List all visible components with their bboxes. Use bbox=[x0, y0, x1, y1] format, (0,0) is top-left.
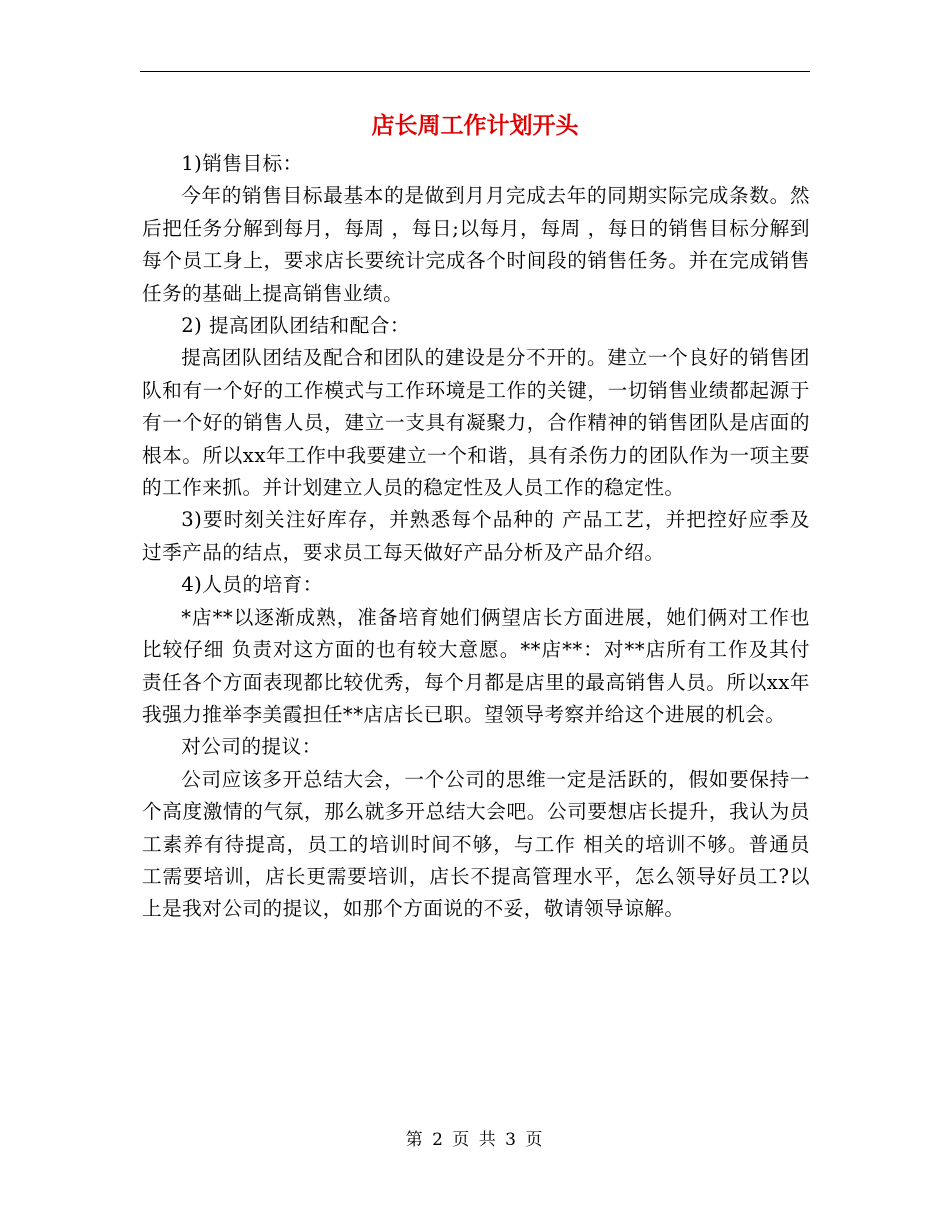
page-footer: 第 2 页 共 3 页 bbox=[405, 1130, 545, 1150]
paragraph: 3)要时刻关注好库存，并熟悉每个品种的 产品工艺，并把控好应季及过季产品的结点，要求员工每天做好产品分析及产品介绍。 bbox=[142, 508, 810, 564]
paragraph: 公司应该多开总结大会，一个公司的思维一定是活跃的，假如要保持一个高度激情的气氛，那么就多开总结大会吧。公司要想店长提升，我认为员工素养有待提高，员工的培训时间不够，与工作 相关的培训不够。普通员工需要培训，店长更需要培训，店长不提高管理水平，怎么领导好员工?以上是我对公司的提议，如那个方面说的不妥，敬请领导谅解。 bbox=[142, 767, 810, 921]
paragraph: *店**以逐渐成熟，准备培育她们俩望店长方面进展，她们俩对工作也比较仔细 负责对这方面的也有较大意愿。**店**：对**店所有工作及其付责任各个方面表现都比较优秀，每个月都是店里的最高销售人员。所以xx年我强力推举李美霞担任**店店长已职。望领导考察并给这个进展的机会。 bbox=[142, 605, 810, 726]
paragraph: 4)人员的培育： bbox=[181, 573, 323, 597]
paragraph: 对公司的提议： bbox=[181, 735, 322, 759]
document-body bbox=[142, 148, 810, 926]
header-rule bbox=[140, 71, 810, 72]
paragraph: 今年的销售目标最基本的是做到月月完成去年的同期实际完成条数。然后把任务分解到每月，每周 ，每日;以每月，每周 ，每日的销售目标分解到每个员工身上，要求店长要统计完成各个时间段的销售任务。并在完成销售任务的基础上提高销售业绩。 bbox=[142, 184, 810, 305]
paragraph: 提高团队团结及配合和团队的建设是分不开的。建立一个良好的销售团队和有一个好的工作模式与工作环境是工作的关键，一切销售业绩都起源于有一个好的销售人员，建立一支具有凝聚力，合作精神的销售团队是店面的根本。所以xx年工作中我要建立一个和谐，具有杀伤力的团队作为一项主要的工作来抓。并计划建立人员的稳定性及人员工作的稳定性。 bbox=[142, 346, 810, 500]
paragraph: 1)销售目标： bbox=[181, 152, 303, 175]
document-title: 店长周工作计划开头 bbox=[371, 112, 579, 139]
paragraph: 2) 提高团队团结和配合： bbox=[181, 314, 410, 338]
